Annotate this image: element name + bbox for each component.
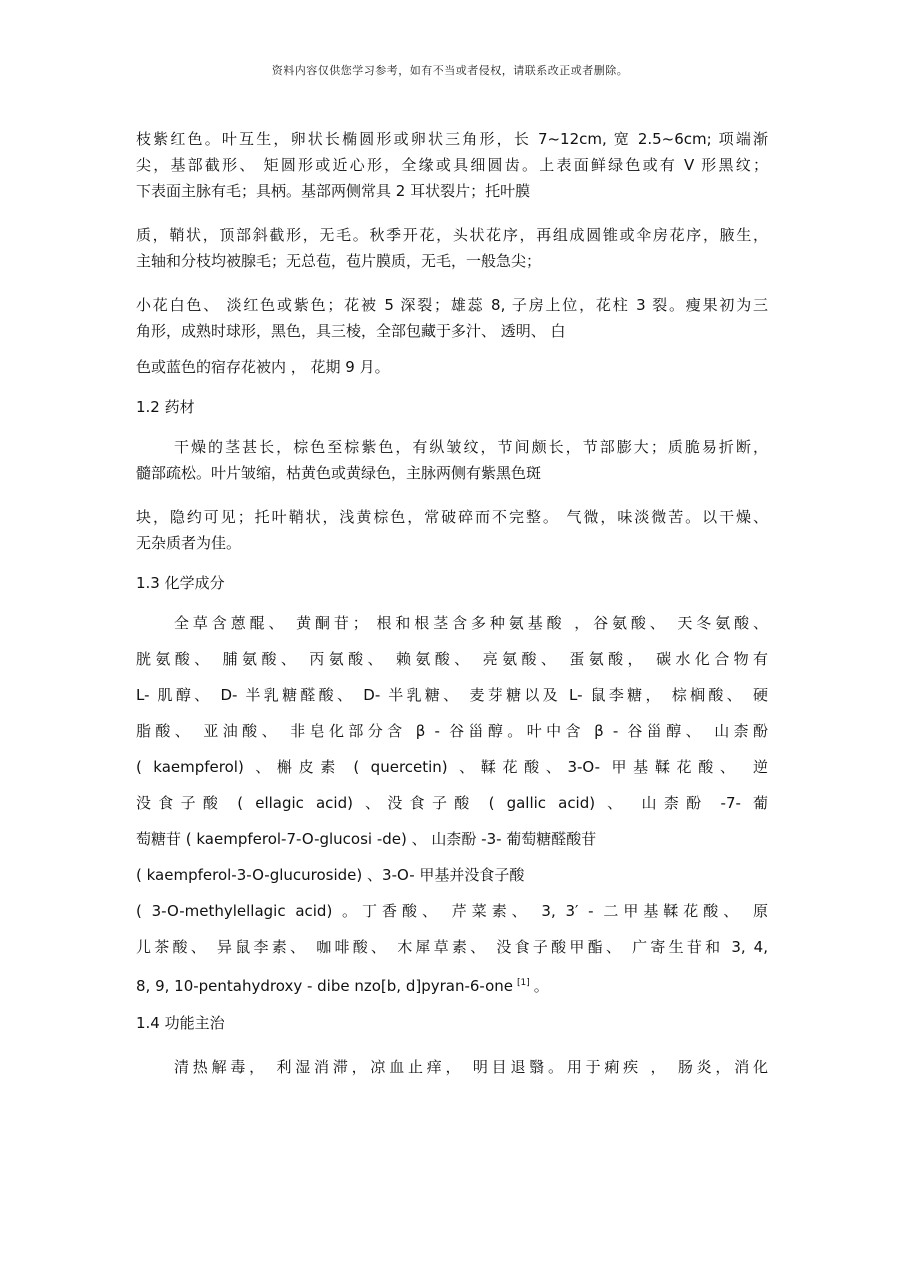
- text-line: 全草含蒽醌、 黄酮苷； 根和根茎含多种氨基酸 ，谷氨酸、 天冬氨酸、: [174, 614, 768, 632]
- text-line: 质，鞘状，顶部斜截形，无毛。秋季开花，头状花序，再组成圆锥或伞房花序，腋生，: [136, 226, 768, 244]
- text-line: 块，隐约可见；托叶鞘状，浅黄棕色，常破碎而不完整。 气微，味淡微苦。以干燥、: [136, 508, 768, 526]
- text-segment: 8, 9, 10-pentahydroxy - dibe nzo[b, d]pyran-6-one: [136, 977, 514, 995]
- text-segment: 。: [533, 977, 549, 995]
- text-line: 枝紫红色。叶互生，卵状长椭圆形或卵状三角形，长 7~12cm, 宽 2.5~6cm; 项端渐: [136, 130, 768, 148]
- text-line: 脂酸、 亚油酸、 非皂化部分含 β - 谷甾醇。叶中含 β - 谷甾醇、 山柰酚: [136, 722, 768, 740]
- text-line: ( kaempferol-3-O-glucuroside) 、3-O- 甲基并没食子酸: [136, 866, 525, 884]
- section-heading-1-4: 1.4 功能主治: [136, 1014, 225, 1032]
- text-line: 尖，基部截形、 矩圆形或近心形，全缘或具细圆齿。上表面鲜绿色或有 V 形黑纹；: [136, 156, 768, 174]
- text-line: 干燥的茎甚长，棕色至棕紫色，有纵皱纹，节间颇长，节部膨大；质脆易折断，: [174, 438, 768, 456]
- text-line: 角形，成熟时球形，黑色，具三棱，全部包藏于多汁、 透明、 白: [136, 322, 566, 340]
- text-line: 主轴和分枝均被腺毛；无总苞，苞片膜质，无毛，一般急尖；: [136, 252, 542, 270]
- text-line: 色或蓝色的宿存花被内 ， 花期 9 月。: [136, 358, 390, 376]
- text-line: ( kaempferol) 、槲皮素 ( quercetin) 、鞣花酸、3-O- 甲基鞣花酸、 逆: [136, 758, 768, 776]
- text-line: 下表面主脉有毛；具柄。基部两侧常具 2 耳状裂片；托叶膜: [136, 182, 531, 200]
- text-line: 没食子酸 ( ellagic acid) 、没食子酸 ( gallic acid) 、 山柰酚 -7- 葡: [136, 794, 768, 812]
- citation-ref: [1]: [517, 978, 530, 988]
- document-body: [136, 126, 768, 1080]
- section-heading-1-2: 1.2 药材: [136, 398, 195, 416]
- text-line: 萄糖苷 ( kaempferol-7-O-glucosi -de) 、 山柰酚 -3- 葡萄糖醛酸苷: [136, 830, 597, 848]
- text-line: 无杂质者为佳。: [136, 534, 242, 552]
- text-line: ( 3-O-methylellagic acid) 。丁香酸、 芹菜素、 3, 3′ - 二甲基鞣花酸、 原: [136, 902, 768, 920]
- text-line: 胱氨酸、 脯氨酸、 丙氨酸、 赖氨酸、 亮氨酸、 蛋氨酸， 碳水化合物有: [136, 650, 768, 668]
- header-disclaimer: 资料内容仅供您学习参考，如有不当或者侵权，请联系改正或者删除。: [271, 64, 629, 77]
- text-line: 儿茶酸、 异鼠李素、 咖啡酸、 木犀草素、 没食子酸甲酯、 广寄生苷和 3, 4,: [136, 938, 768, 956]
- text-line: L- 肌醇、 D- 半乳糖醛酸、 D- 半乳糖、 麦芽糖以及 L- 鼠李糖， 棕榈酸、 硬: [136, 686, 768, 704]
- text-line: 小花白色、 淡红色或紫色；花被 5 深裂；雄蕊 8, 子房上位，花柱 3 裂。瘦果初为三: [136, 296, 768, 314]
- text-line: [136, 970, 768, 996]
- text-line: 清热解毒， 利湿消滞，凉血止痒， 明目退翳。用于痢疾 ， 肠炎，消化: [174, 1058, 768, 1076]
- section-heading-1-3: 1.3 化学成分: [136, 574, 225, 592]
- text-line: 髓部疏松。叶片皱缩，枯黄色或黄绿色，主脉两侧有紫黑色斑: [136, 464, 542, 482]
